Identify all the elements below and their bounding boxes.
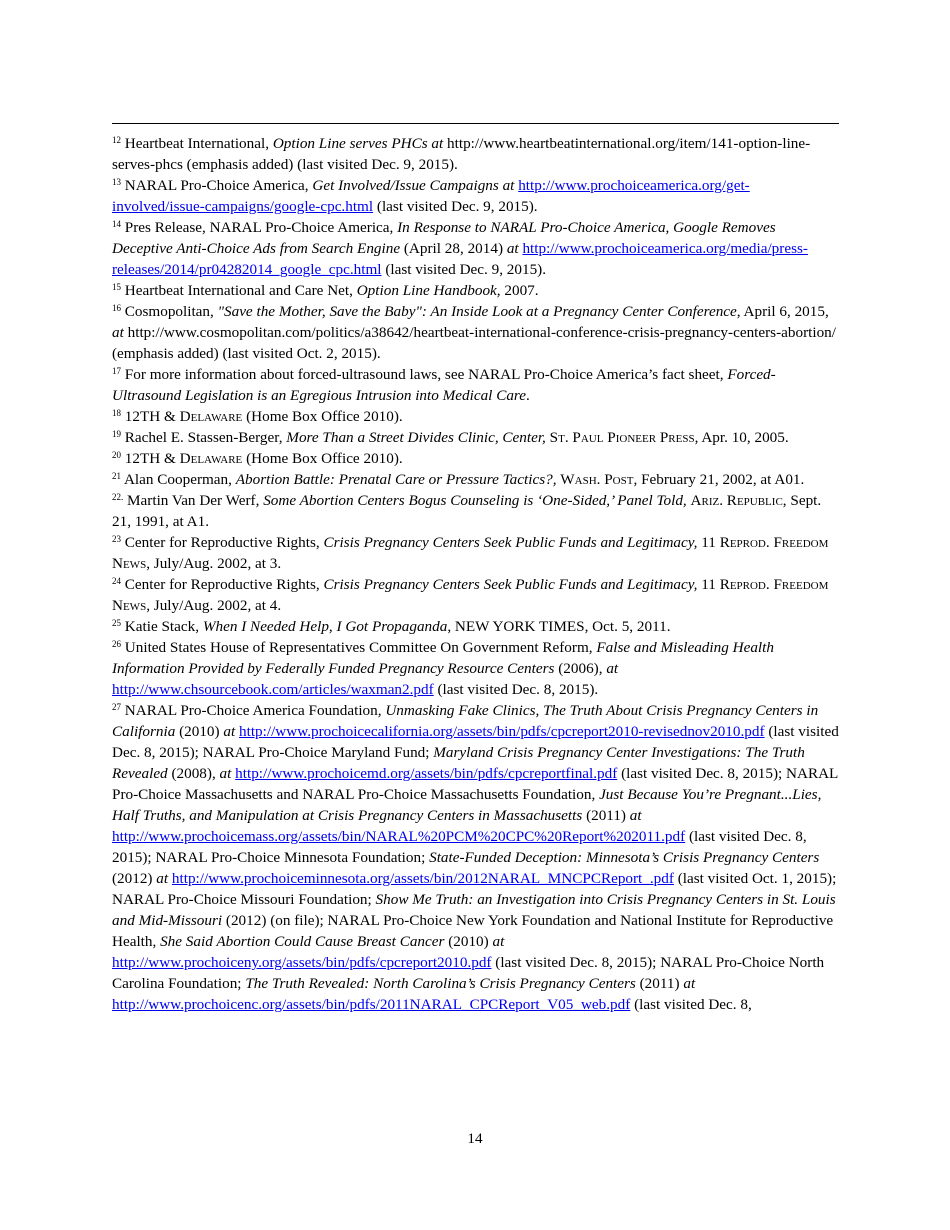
citation-link[interactable]: http://www.prochoicenc.org/assets/bin/pdfs/2011NARAL_CPCReport_V05_web.pdf [112, 996, 631, 1013]
italic-text: at [156, 870, 169, 887]
footnote [112, 301, 840, 364]
text-run: Heartbeat International, [124, 135, 273, 152]
text-run: Alan Cooperman, [123, 471, 236, 488]
footnote [112, 427, 840, 448]
text-run: NARAL Pro-Choice America, [124, 177, 313, 194]
footnote-number: 26 [112, 639, 121, 649]
small-caps-text: Wash. Post [560, 471, 634, 488]
footnote-number: 19 [112, 429, 121, 439]
italic-text: at [629, 807, 642, 824]
text-run: Katie Stack, [124, 618, 203, 635]
italic-text: Show Me Truth: an Investigation into Crisis Pregnancy Centers in St. Louis and Mid-Missouri [112, 891, 836, 929]
footnote-separator [112, 123, 839, 124]
text-run: , July/Aug. 2002, at 4. [146, 597, 282, 614]
text-run: (last visited Dec. 8, [630, 996, 752, 1013]
text-run: (2012) [112, 870, 157, 887]
text-run: , April 6, 2015, [736, 303, 829, 320]
text-run: , Apr. 10, 2005. [694, 429, 789, 446]
text-run: For more information about forced-ultrasound laws, see NARAL Pro-Choice America’s fact sheet, [124, 366, 728, 383]
italic-text: at [492, 933, 505, 950]
footnote-number: 18 [112, 408, 121, 418]
italic-text: False and Misleading Health Information Provided by Federally Funded Pregnancy Resource Centers [112, 639, 774, 677]
footnote [112, 280, 840, 301]
text-run: (last visited Dec. 8, 2015). [433, 681, 599, 698]
small-caps-text: 12TH & Delaware [124, 450, 243, 467]
text-run: (2010) [444, 933, 493, 950]
small-caps-text: Reprod. Freedom News [112, 576, 829, 614]
italic-text: Crisis Pregnancy Centers Seek Public Funds and Legitimacy, [323, 534, 698, 551]
footnote-number: 27 [112, 702, 121, 712]
text-run: (Home Box Office 2010). [242, 408, 403, 425]
italic-text: at [112, 324, 124, 341]
footnotes-list [112, 133, 840, 1015]
footnote [112, 469, 840, 490]
citation-link[interactable]: http://www.prochoiceminnesota.org/assets/bin/2012NARAL_MNCPCReport_.pdf [171, 870, 674, 887]
footnote [112, 490, 840, 532]
text-run: (last visited Dec. 8, 2015); NARAL Pro-Choice Maryland Fund; [112, 723, 839, 761]
footnote [112, 532, 840, 574]
text-run: (last visited Dec. 9, 2015). [381, 261, 547, 278]
text-run: (2012) (on file); NARAL Pro-Choice New York Foundation and National Institute for Reproductive Health, [112, 912, 834, 950]
footnote [112, 133, 840, 175]
text-run: , NEW YORK TIMES, Oct. 5, 2011. [447, 618, 671, 635]
italic-text: In Response to NARAL Pro-Choice America, Google Removes Deceptive Anti-Choice Ads from Search Engine [112, 219, 776, 257]
text-run: 11 [697, 576, 720, 593]
citation-link[interactable]: http://www.prochoiceny.org/assets/bin/pdfs/cpcreport2010.pdf [112, 954, 492, 971]
text-run: (last visited Dec. 9, 2015). [373, 198, 538, 215]
text-run: Rachel E. Stassen-Berger, [124, 429, 287, 446]
small-caps-text: St. Paul Pioneer Press [549, 429, 695, 446]
footnote [112, 448, 840, 469]
italic-text: Forced-Ultrasound Legislation is an Egregious Intrusion into Medical Care [112, 366, 776, 404]
text-run: , Sept. 21, 1991, at A1. [112, 492, 822, 530]
footnote [112, 364, 840, 406]
italic-text: at [219, 765, 232, 782]
footnote-number: 24 [112, 576, 121, 586]
page-number: 14 [467, 1130, 483, 1147]
italic-text: at [606, 660, 619, 677]
italic-text: Crisis Pregnancy Centers Seek Public Funds and Legitimacy, [323, 576, 698, 593]
citation-link[interactable]: http://www.chsourcebook.com/articles/waxman2.pdf [112, 681, 434, 698]
italic-text: "Save the Mother, Save the Baby": An Inside Look at a Pregnancy Center Conference [217, 303, 737, 320]
text-run: . [526, 387, 530, 404]
footnote-number: 17 [112, 366, 121, 376]
small-caps-text: Ariz. Republic [690, 492, 783, 509]
footnote [112, 637, 840, 700]
text-run: 2007. [500, 282, 539, 299]
text-run: Martin Van Der Werf, [127, 492, 264, 509]
italic-text: More Than a Street Divides Clinic, Center, [286, 429, 546, 446]
text-run: (2011) [582, 807, 630, 824]
text-run: (Home Box Office 2010). [242, 450, 403, 467]
text-run: Cosmopolitan, [124, 303, 218, 320]
italic-text: When I Needed Help, I Got Propaganda [202, 618, 448, 635]
text-run: (April 28, 2014) [400, 240, 507, 257]
footnote [112, 616, 840, 637]
small-caps-text: Reprod. Freedom News [112, 534, 829, 572]
citation-link[interactable]: http://www.prochoicemass.org/assets/bin/NARAL%20PCM%20CPC%20Report%202011.pdf [112, 828, 686, 845]
text-run: http://www.cosmopolitan.com/politics/a38642/heartbeat-international-conference-crisis-pregnancy-centers-abortion/ (emphasis added) (last visited Oct. 2, 2015). [112, 324, 836, 362]
text-run: NARAL Pro-Choice America Foundation [124, 702, 378, 719]
footnote-number: 13 [112, 177, 121, 187]
footnote-number: 23 [112, 534, 121, 544]
italic-text: Maryland Crisis Pregnancy Center Investigations: The Truth Revealed [112, 744, 805, 782]
text-run: Pres Release, NARAL Pro-Choice America, [124, 219, 398, 236]
text-run: (last visited Oct. 1, 2015); NARAL Pro-Choice Missouri Foundation; [112, 870, 837, 908]
italic-text: Option Line Handbook, [356, 282, 501, 299]
text-run: Center for Reproductive Rights, [124, 576, 324, 593]
text-run: (last visited Dec. 8, 2015); NARAL Pro-Choice Massachusetts and NARAL Pro-Choice Massachusetts Foundation [112, 765, 838, 803]
footnote-number: 20 [112, 450, 121, 460]
italic-text: Some Abortion Centers Bogus Counseling is ‘One-Sided,’ Panel Told, [263, 492, 687, 509]
footnote-number: 16 [112, 303, 121, 313]
text-run: (last visited Dec. 8, 2015); NARAL Pro-Choice Minnesota Foundation; [112, 828, 807, 866]
text-run: (2011) [635, 975, 684, 992]
text-run: United States House of Representatives Committee On Government Reform, [124, 639, 597, 656]
text-run: Center for Reproductive Rights, [124, 534, 324, 551]
italic-text: The Truth Revealed: North Carolina’s Crisis Pregnancy Centers [245, 975, 636, 992]
italic-text: at [223, 723, 236, 740]
small-caps-text: 12TH & Delaware [124, 408, 243, 425]
footnote-number: 21 [112, 471, 121, 481]
footnote-number: 15 [112, 282, 121, 292]
text-run: 11 [697, 534, 720, 551]
text-run: http://www.heartbeatinternational.org/item/141-option-line-serves-phcs (emphasis added) (last visited Dec. 9, 2015). [112, 135, 811, 173]
footnote [112, 700, 840, 1015]
citation-link[interactable]: http://www.prochoiceamerica.org/get-involved/issue-campaigns/google-cpc.html [112, 177, 750, 215]
italic-text: at [506, 240, 519, 257]
italic-text: She Said Abortion Could Cause Breast Cancer [160, 933, 445, 950]
footnote-number: 22. [112, 492, 124, 502]
text-run: Heartbeat International and Care Net, [124, 282, 357, 299]
footnote-number: 14 [112, 219, 121, 229]
footnote-number: 25 [112, 618, 121, 628]
citation-link[interactable]: http://www.prochoiceamerica.org/media/press-releases/2014/pr04282014_google_cpc.html [112, 240, 808, 278]
citation-link[interactable]: http://www.prochoicemd.org/assets/bin/pdfs/cpcreportfinal.pdf [235, 765, 618, 782]
text-run: , February 21, 2002, at A01. [633, 471, 805, 488]
italic-text: Abortion Battle: Prenatal Care or Pressure Tactics?, [235, 471, 557, 488]
footnote [112, 217, 840, 280]
text-run: (2010) [175, 723, 224, 740]
italic-text: at [683, 975, 696, 992]
footnote [112, 406, 840, 427]
text-run: (2006), [554, 660, 607, 677]
italic-text: , Just Because You’re Pregnant...Lies, Half Truths, and Manipulation at Crisis Pregnancy Centers in Massachusetts [112, 786, 822, 824]
text-run: , July/Aug. 2002, at 3. [146, 555, 282, 572]
text-run: (last visited Dec. 8, 2015); NARAL Pro-Choice North Carolina Foundation; [112, 954, 825, 992]
footnote [112, 574, 840, 616]
italic-text: Option Line serves PHCs at [272, 135, 444, 152]
italic-text: State-Funded Deception: Minnesota’s Crisis Pregnancy Centers [429, 849, 820, 866]
footnote [112, 175, 840, 217]
footnote-number: 12 [112, 135, 121, 145]
italic-text: Get Involved/Issue Campaigns at [312, 177, 515, 194]
italic-text: , Unmasking Fake Clinics, The Truth About Crisis Pregnancy Centers in California [112, 702, 819, 740]
citation-link[interactable]: http://www.prochoicecalifornia.org/assets/bin/pdfs/cpcreport2010-revisednov2010.pdf [239, 723, 765, 740]
text-run: (2008), [167, 765, 220, 782]
